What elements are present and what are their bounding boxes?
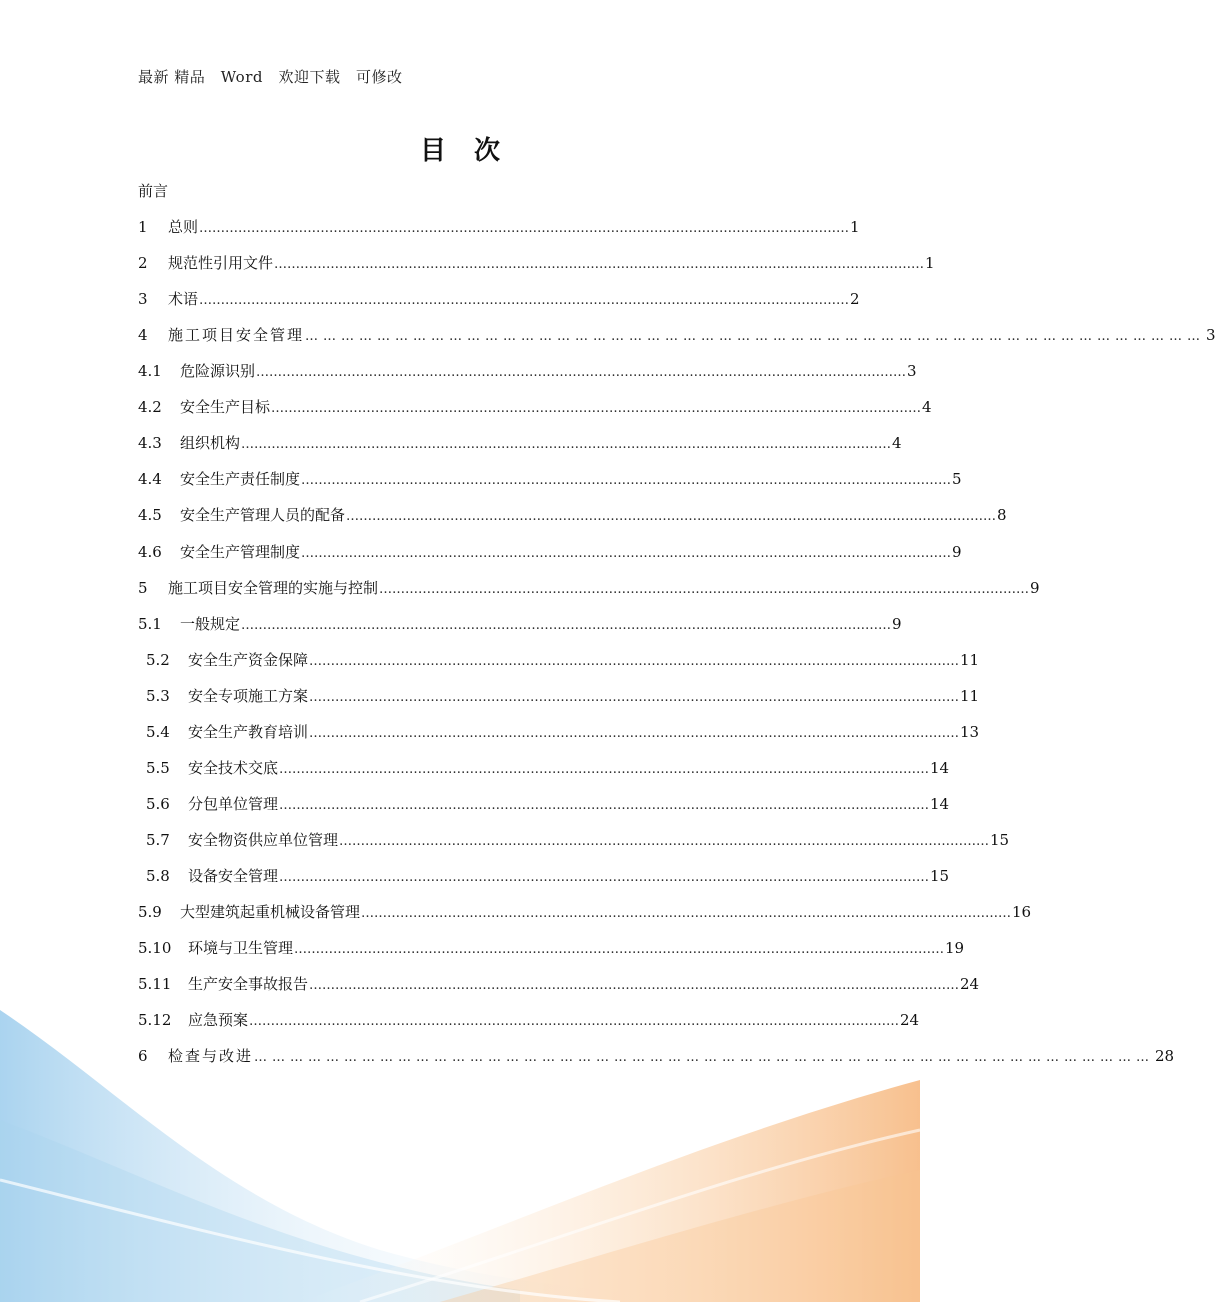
toc-entry-number: 3 xyxy=(138,290,148,308)
toc-entry-page: 19 xyxy=(945,939,965,957)
toc-entry-number: 5.11 xyxy=(138,975,172,993)
toc-entry-page: 14 xyxy=(930,759,950,777)
toc-entry-page: 28 xyxy=(1155,1047,1175,1065)
toc-entry[interactable] xyxy=(138,396,932,418)
toc-entry-number: 4.5 xyxy=(138,506,162,524)
toc-entry-page: 5 xyxy=(952,470,962,488)
toc-entry[interactable] xyxy=(138,252,935,274)
toc-entry-title: 设备安全管理 xyxy=(188,867,279,885)
toc-leader-dots: …………………………………………………………………………………………………………………………………… xyxy=(279,870,930,885)
toc-entry-page: 1 xyxy=(925,254,935,272)
toc-entry-number: 2 xyxy=(138,254,148,272)
toc-entry-title: 安全生产教育培训 xyxy=(188,723,309,741)
toc-leader-dots: …………………………………………………………………………………………………………………………………… xyxy=(309,654,960,669)
toc-leader-dots: …………………………………………………………………………………………………………………………………… xyxy=(305,329,1206,344)
toc-leader-dots: …………………………………………………………………………………………………………………………………… xyxy=(241,618,892,633)
toc-leader-dots: …………………………………………………………………………………………………………………………………… xyxy=(271,401,922,416)
toc-entry[interactable] xyxy=(138,288,860,310)
toc-leader-dots: …………………………………………………………………………………………………………………………………… xyxy=(379,582,1030,597)
toc-entry-title: 施工项目安全管理的实施与控制 xyxy=(168,579,379,597)
toc-leader-dots: …………………………………………………………………………………………………………………………………… xyxy=(301,473,952,488)
toc-entry[interactable] xyxy=(138,360,917,382)
toc-entry-title: 安全生产目标 xyxy=(180,398,271,416)
toc-leader-dots: …………………………………………………………………………………………………………………………………… xyxy=(361,906,1012,921)
toc-entry-number: 6 xyxy=(138,1047,148,1065)
toc-entry-page: 11 xyxy=(960,687,980,705)
page-header: 最新 精品 Word 欢迎下载 可修改 xyxy=(138,68,403,86)
toc-entry[interactable] xyxy=(138,504,1007,526)
toc-entry-title: 危险源识别 xyxy=(180,362,256,380)
toc-entry-page: 15 xyxy=(990,831,1010,849)
toc-entry-number: 5.8 xyxy=(146,867,170,885)
toc-entry-page: 11 xyxy=(960,651,980,669)
toc-entry-number: 5.4 xyxy=(146,723,170,741)
toc-entry-title: 安全生产管理制度 xyxy=(180,543,301,561)
toc-entry[interactable] xyxy=(138,468,962,490)
toc-entry-number: 4.6 xyxy=(138,543,162,561)
toc-entry-number: 4.2 xyxy=(138,398,162,416)
toc-entry-number: 5.3 xyxy=(146,687,170,705)
toc-entry-page: 24 xyxy=(900,1011,920,1029)
toc-entry-page: 24 xyxy=(960,975,980,993)
toc-entry-number: 4 xyxy=(138,326,148,344)
toc-leader-dots: …………………………………………………………………………………………………………………………………… xyxy=(199,221,850,236)
toc-leader-dots: …………………………………………………………………………………………………………………………………… xyxy=(309,978,960,993)
toc-entry[interactable] xyxy=(146,649,980,671)
toc-entry[interactable] xyxy=(138,541,962,563)
toc-entry-number: 4.1 xyxy=(138,362,162,380)
toc-entry-page: 16 xyxy=(1012,903,1032,921)
toc-entry-title: 大型建筑起重机械设备管理 xyxy=(180,903,361,921)
toc-entry-number: 1 xyxy=(138,218,148,236)
toc-entry-title: 组织机构 xyxy=(180,434,241,452)
toc-leader-dots: …………………………………………………………………………………………………………………………………… xyxy=(241,437,892,452)
toc-entry-number: 5.2 xyxy=(146,651,170,669)
toc-entry-title: 施工项目安全管理 xyxy=(168,326,305,344)
toc-leader-dots: …………………………………………………………………………………………………………………………………… xyxy=(249,1014,900,1029)
toc-entry[interactable] xyxy=(138,1045,1175,1067)
toc-leader-dots: …………………………………………………………………………………………………………………………………… xyxy=(279,798,930,813)
toc-entry-number: 5.6 xyxy=(146,795,170,813)
toc-entry[interactable] xyxy=(138,1009,920,1031)
toc-entry[interactable] xyxy=(146,829,1010,851)
toc-entry[interactable] xyxy=(138,973,980,995)
toc-entry[interactable] xyxy=(146,685,980,707)
toc-entry-number: 5.7 xyxy=(146,831,170,849)
toc-leader-dots: …………………………………………………………………………………………………………………………………… xyxy=(309,690,960,705)
toc-entry[interactable] xyxy=(138,577,1040,599)
toc-entry-page: 15 xyxy=(930,867,950,885)
toc-entry-page: 2 xyxy=(850,290,860,308)
toc-entry-number: 4.4 xyxy=(138,470,162,488)
toc-entry-number: 5.1 xyxy=(138,615,162,633)
toc-entry[interactable] xyxy=(138,901,1032,923)
toc-entry-page: 8 xyxy=(997,506,1007,524)
toc-entry-page: 3 xyxy=(1206,326,1216,344)
toc-entry-title: 安全生产管理人员的配备 xyxy=(180,506,346,524)
toc-leader-dots: …………………………………………………………………………………………………………………………………… xyxy=(279,762,930,777)
page-title: 目次 xyxy=(419,136,528,166)
toc-leader-dots: …………………………………………………………………………………………………………………………………… xyxy=(339,834,990,849)
toc-entry-page: 14 xyxy=(930,795,950,813)
toc-entry[interactable] xyxy=(138,937,965,959)
toc-entry[interactable] xyxy=(138,613,902,635)
toc-entry-title: 安全技术交底 xyxy=(188,759,279,777)
toc-entry-number: 5.10 xyxy=(138,939,172,957)
toc-entry-page: 3 xyxy=(907,362,917,380)
toc-entry-page: 9 xyxy=(1030,579,1040,597)
toc-entry[interactable] xyxy=(146,793,950,815)
toc-entry[interactable] xyxy=(138,324,1216,346)
toc-entry[interactable] xyxy=(146,757,950,779)
toc-entry-number: 5.9 xyxy=(138,903,162,921)
toc-entry[interactable] xyxy=(138,432,902,454)
toc-leader-dots: …………………………………………………………………………………………………………………………………… xyxy=(294,942,945,957)
toc-leader-dots: …………………………………………………………………………………………………………………………………… xyxy=(256,365,907,380)
toc-entry-title: 规范性引用文件 xyxy=(168,254,274,272)
toc-entry[interactable] xyxy=(146,721,980,743)
toc-entry-page: 4 xyxy=(892,434,902,452)
toc-entry-title: 安全专项施工方案 xyxy=(188,687,309,705)
toc-entry-number: 5.5 xyxy=(146,759,170,777)
toc-leader-dots: …………………………………………………………………………………………………………………………………… xyxy=(274,257,925,272)
toc-entry-title: 检查与改进 xyxy=(168,1047,254,1065)
toc-entry-title: 分包单位管理 xyxy=(188,795,279,813)
toc-entry[interactable] xyxy=(146,865,950,887)
toc-entry-title: 总则 xyxy=(168,218,199,236)
toc-foreword: 前言 xyxy=(138,182,169,200)
toc-entry-number: 4.3 xyxy=(138,434,162,452)
toc-leader-dots: …………………………………………………………………………………………………………………………………… xyxy=(346,509,997,524)
toc-entry-title: 安全物资供应单位管理 xyxy=(188,831,339,849)
toc-entry-page: 9 xyxy=(952,543,962,561)
toc-entry-page: 13 xyxy=(960,723,980,741)
toc-leader-dots: …………………………………………………………………………………………………………………………………… xyxy=(309,726,960,741)
toc-entry-title: 术语 xyxy=(168,290,199,308)
toc-leader-dots: …………………………………………………………………………………………………………………………………… xyxy=(254,1050,1155,1065)
toc-entry-title: 一般规定 xyxy=(180,615,241,633)
toc-leader-dots: …………………………………………………………………………………………………………………………………… xyxy=(301,546,952,561)
toc-leader-dots: …………………………………………………………………………………………………………………………………… xyxy=(199,293,850,308)
toc-entry-title: 安全生产资金保障 xyxy=(188,651,309,669)
toc-entry-page: 1 xyxy=(850,218,860,236)
toc-entry-page: 9 xyxy=(892,615,902,633)
toc-entry-number: 5 xyxy=(138,579,148,597)
toc-entry-number: 5.12 xyxy=(138,1011,172,1029)
toc-entry-title: 安全生产责任制度 xyxy=(180,470,301,488)
toc-entry[interactable] xyxy=(138,216,860,238)
toc-entry-title: 环境与卫生管理 xyxy=(188,939,294,957)
toc-entry-title: 生产安全事故报告 xyxy=(188,975,309,993)
toc-entry-page: 4 xyxy=(922,398,932,416)
toc-entry-title: 应急预案 xyxy=(188,1011,249,1029)
